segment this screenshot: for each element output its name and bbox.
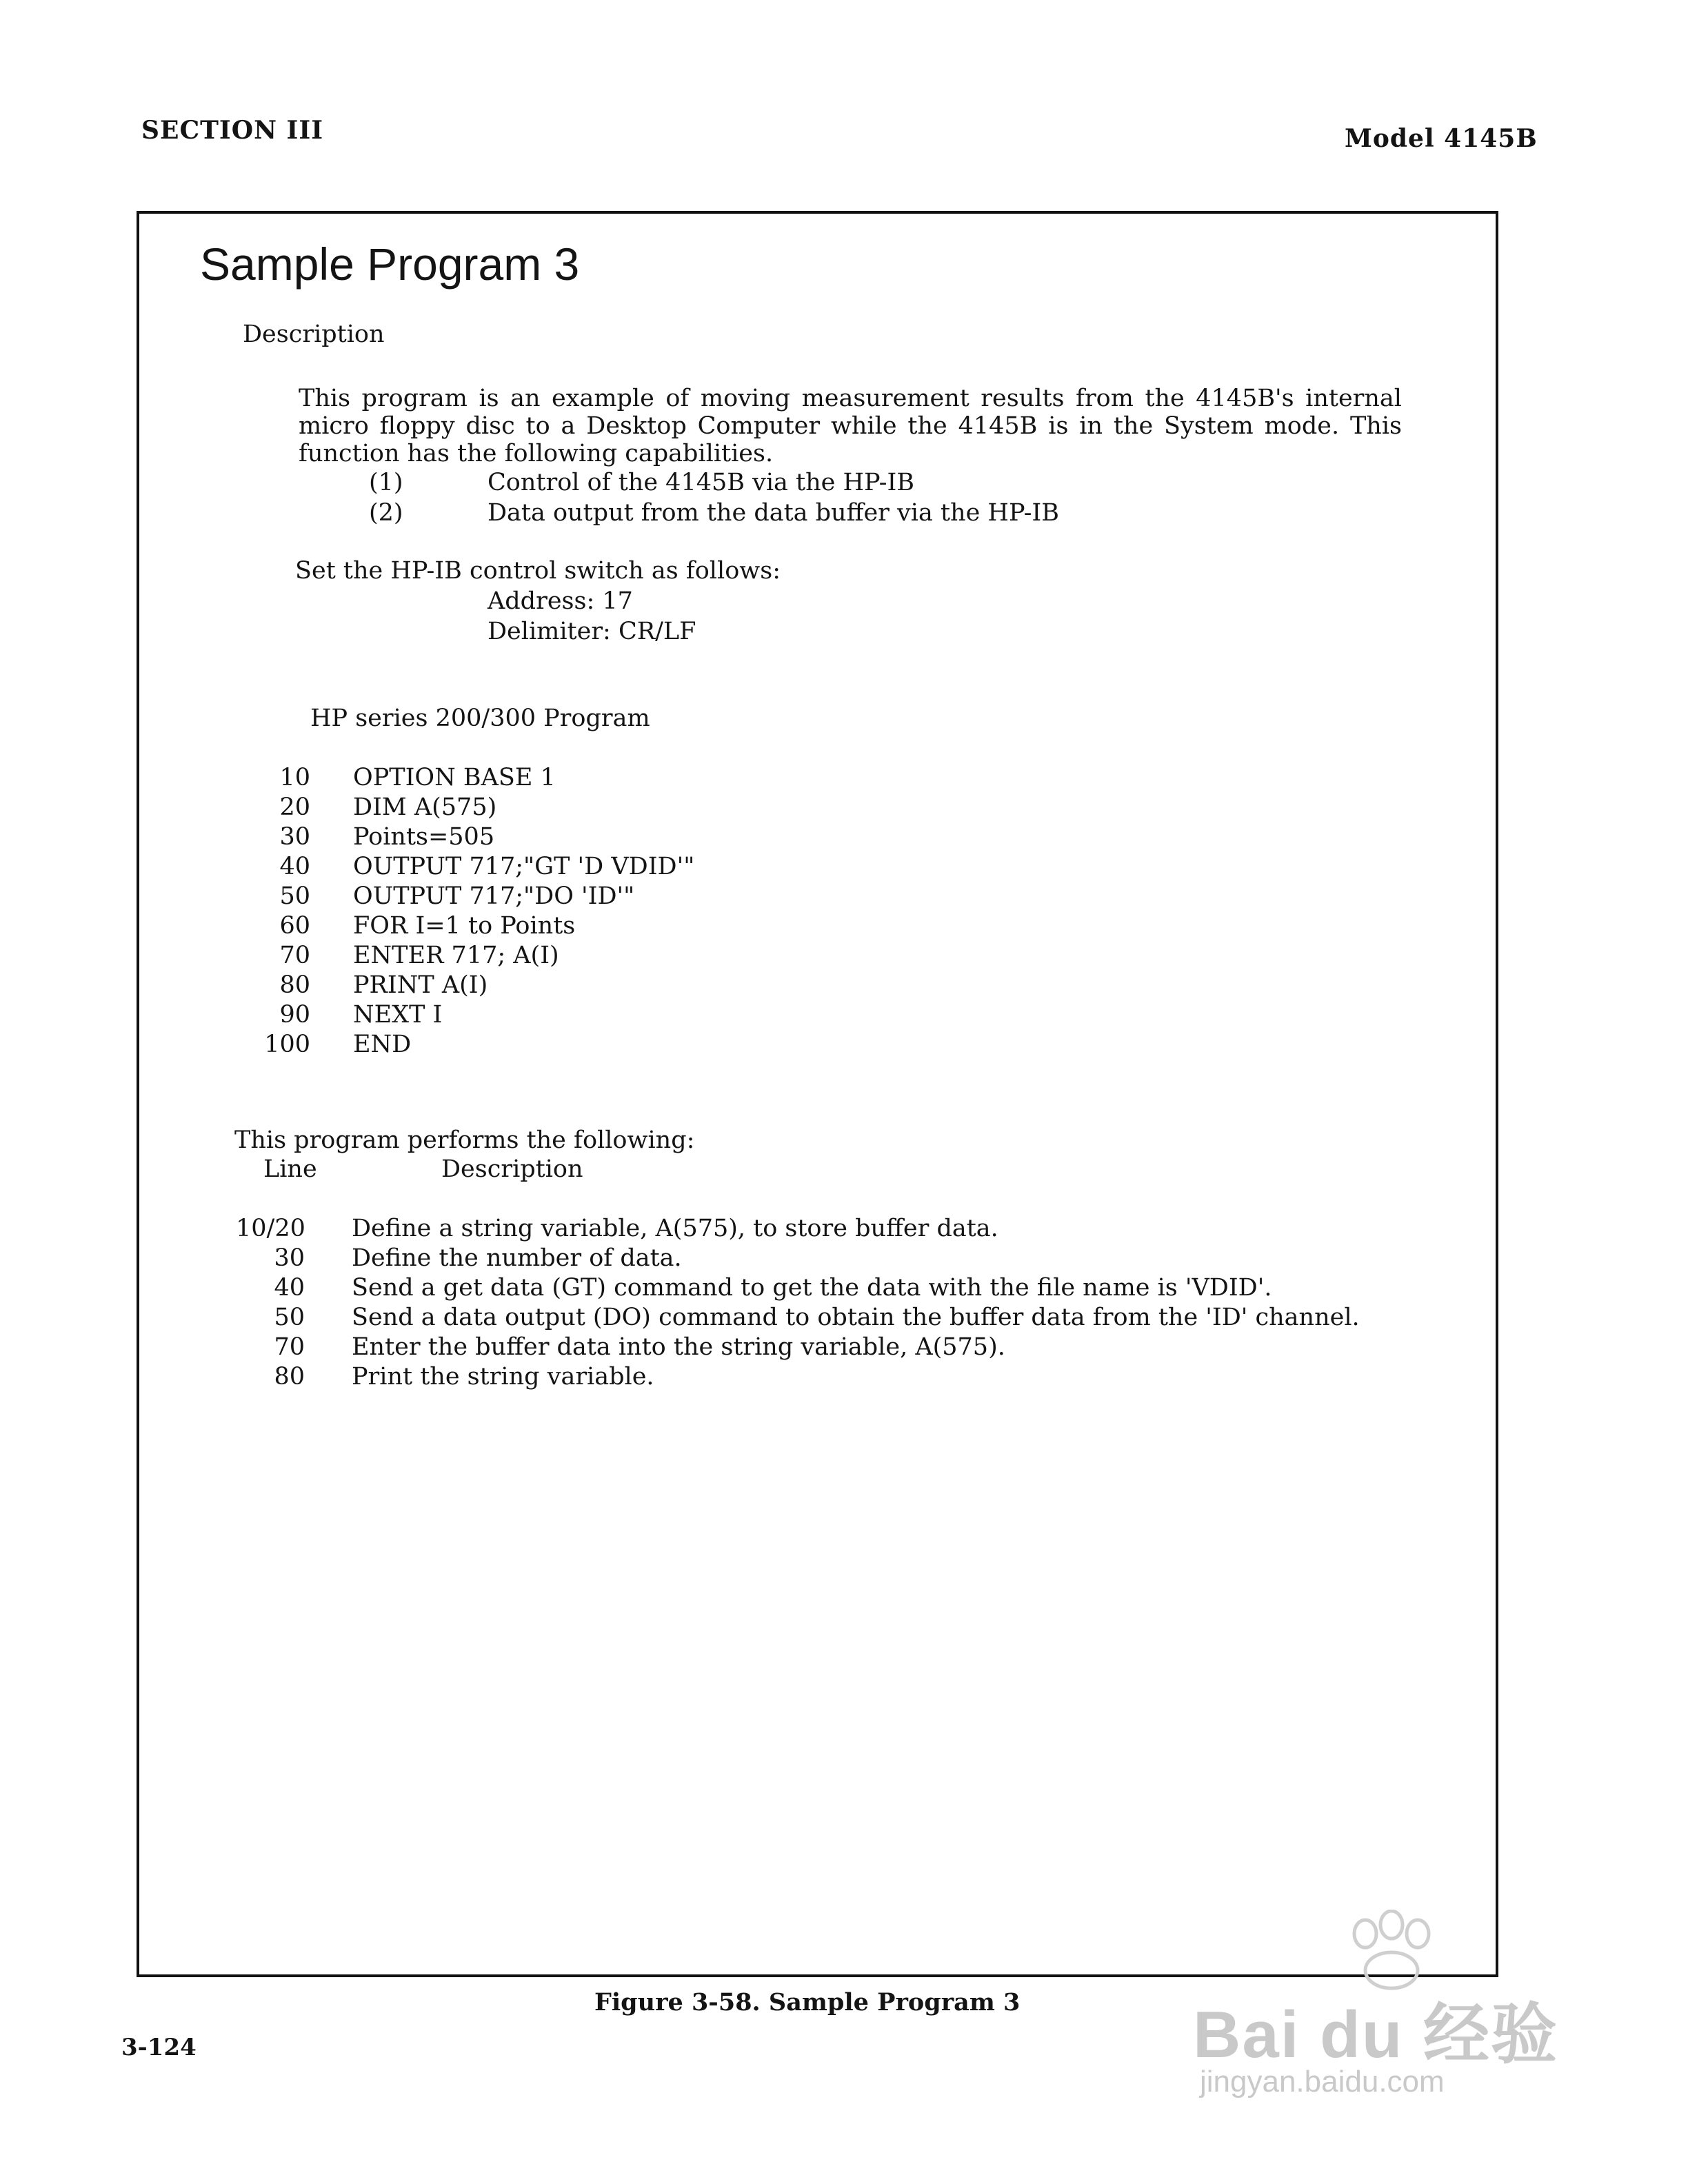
line-code: OUTPUT 717;"DO 'ID'" — [353, 882, 635, 910]
performs-intro: This program performs the following: — [234, 1126, 695, 1154]
line-number: 80 — [279, 971, 310, 999]
line-desc: Enter the buffer data into the string variable, A(575). — [352, 1333, 1005, 1361]
line-ref: 50 — [274, 1304, 305, 1331]
watermark-url: jingyan.baidu.com — [1200, 2065, 1445, 2099]
line-code: OPTION BASE 1 — [353, 764, 556, 791]
line-number: 70 — [279, 942, 310, 969]
line-code: Points=505 — [353, 823, 495, 851]
line-code: DIM A(575) — [353, 793, 497, 821]
line-desc: Define the number of data. — [352, 1244, 682, 1272]
description-heading: Description — [243, 321, 385, 348]
model-label: Model 4145B — [1345, 124, 1538, 153]
capability-text: Control of the 4145B via the HP-IB — [488, 469, 915, 496]
program-heading: HP series 200/300 Program — [310, 705, 650, 732]
watermark-brand: Bai du 经验 — [1193, 1998, 1559, 2072]
line-number: 40 — [279, 853, 310, 880]
line-number: 90 — [279, 1001, 310, 1029]
line-number: 100 — [264, 1031, 310, 1058]
switch-address: Address: 17 — [488, 587, 633, 615]
line-code: ENTER 717; A(I) — [353, 942, 559, 969]
line-number: 20 — [279, 793, 310, 821]
page-title: Sample Program 3 — [200, 239, 580, 290]
capability-num: (1) — [369, 469, 403, 496]
intro-paragraph: This program is an example of moving measurement results from the 4145B's internal micro floppy disc to a Desktop Computer while the 4145B is in the System mode. This function has the following capabilities. — [299, 385, 1402, 467]
line-code: OUTPUT 717;"GT 'D VDID'" — [353, 853, 695, 880]
line-desc: Send a get data (GT) command to get the data with the file name is 'VDID'. — [352, 1274, 1272, 1302]
switch-delimiter: Delimiter: CR/LF — [488, 618, 696, 645]
column-header-description: Description — [441, 1155, 583, 1183]
baidu-watermark — [1193, 1910, 1607, 2116]
line-number: 10 — [279, 764, 310, 791]
figure-caption: Figure 3-58. Sample Program 3 — [594, 1988, 1021, 2016]
capability-num: (2) — [369, 499, 403, 527]
line-code: FOR I=1 to Points — [353, 912, 576, 940]
line-number: 50 — [279, 882, 310, 910]
page-number: 3-124 — [121, 2034, 197, 2061]
paw-icon — [1338, 1910, 1441, 1992]
line-code: NEXT I — [353, 1001, 443, 1029]
line-ref: 80 — [274, 1363, 305, 1391]
section-label: SECTION III — [141, 116, 324, 145]
line-desc: Define a string variable, A(575), to store buffer data. — [352, 1215, 998, 1242]
line-desc: Print the string variable. — [352, 1363, 654, 1391]
line-number: 60 — [279, 912, 310, 940]
line-code: END — [353, 1031, 412, 1058]
line-desc: Send a data output (DO) command to obtain the buffer data from the 'ID' channel. — [352, 1304, 1360, 1331]
column-header-line: Line — [263, 1155, 317, 1183]
capability-text: Data output from the data buffer via the HP-IB — [488, 499, 1059, 527]
switch-intro: Set the HP-IB control switch as follows: — [295, 557, 781, 585]
line-ref: 40 — [274, 1274, 305, 1302]
line-number: 30 — [279, 823, 310, 851]
line-code: PRINT A(I) — [353, 971, 488, 999]
line-ref: 10/20 — [236, 1215, 305, 1242]
line-ref: 70 — [274, 1333, 305, 1361]
line-ref: 30 — [274, 1244, 305, 1272]
